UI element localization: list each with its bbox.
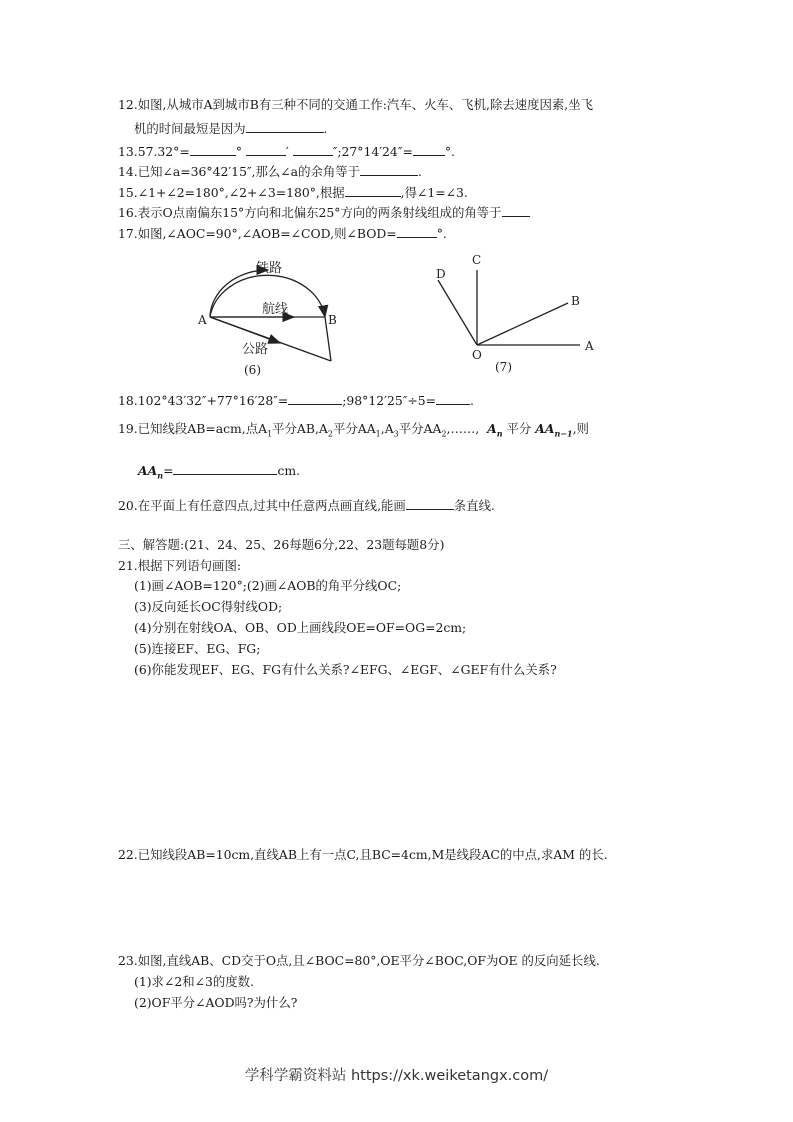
answer-blank[interactable]	[502, 204, 530, 217]
answer-blank[interactable]	[246, 120, 324, 133]
label-a: A	[198, 313, 207, 327]
q19-text-3: 平分AA	[332, 421, 376, 436]
q18-text: 18.102°43′32″+77°16′28″=	[118, 393, 289, 408]
q14-text: 14.已知∠a=36°42′15″,那么∠a的余角等于	[118, 164, 361, 179]
label-b: B	[328, 313, 337, 327]
answer-blank[interactable]	[288, 392, 342, 405]
answer-blank[interactable]	[360, 163, 418, 176]
figure-7	[438, 270, 580, 345]
label-b7: B	[571, 294, 580, 308]
question-21-6: (6)你能发现EF、EG、FG有什么关系?∠EFG、∠EGF、∠GEF有什么关系?	[134, 662, 557, 677]
question-15	[118, 184, 468, 201]
answer-blank[interactable]	[345, 184, 401, 197]
answer-blank[interactable]	[246, 143, 286, 156]
railway-arrow	[210, 270, 268, 317]
q13-text-2: ″;27°14′24″=	[332, 144, 413, 159]
q15-text: 15.∠1+∠2=180°,∠2+∠3=180°,根据	[118, 185, 345, 200]
label-road: 公路	[242, 342, 269, 357]
answer-blank[interactable]	[397, 225, 437, 238]
question-23-1: (1)求∠2和∠3的度数.	[134, 974, 254, 989]
q17-text: 17.如图,∠AOC=90°,∠AOB=∠COD,则∠BOD=	[118, 226, 397, 241]
question-16	[118, 204, 530, 221]
q20-text-2: 条直线.	[453, 498, 495, 513]
sub-n: n	[496, 428, 503, 439]
question-12-line2: 机的时间最短是因为 .	[134, 121, 328, 136]
label-o: O	[472, 348, 482, 362]
answer-blank[interactable]	[190, 143, 236, 156]
label-d: D	[436, 267, 446, 281]
italic-a: A	[487, 421, 497, 436]
question-21-3: (3)反向延长OC得射线OD;	[134, 599, 283, 614]
sub-n-1: n−1	[554, 428, 573, 439]
sub-1b: 1	[375, 429, 381, 439]
sub-1: 1	[267, 429, 273, 439]
sub-2b: 2	[441, 429, 447, 439]
question-21: 21.根据下列语句画图:	[118, 558, 242, 573]
question-20	[118, 497, 495, 514]
answer-blank[interactable]	[436, 392, 470, 405]
q19-text-5: 平分AA	[398, 421, 442, 436]
question-21-1: (1)画∠AOB=120°;(2)画∠AOB的角平分线OC;	[134, 578, 402, 593]
question-23: 23.如图,直线AB、CD交于O点,且∠BOC=80°,OE平分∠BOC,OF为OE 的反向延长线.	[118, 953, 600, 968]
question-14: 14.已知∠a=36°42′15″,那么∠a的余角等于 .	[118, 164, 422, 179]
answer-blank[interactable]	[173, 462, 277, 475]
q19-text-6: ,……,	[446, 421, 480, 436]
question-22: 22.已知线段AB=10cm,直线AB上有一点C,且BC=4cm,M是线段AC的中点,求AM 的长.	[118, 847, 608, 862]
figures	[190, 250, 610, 380]
answer-blank[interactable]	[293, 143, 333, 156]
question-21-4: (4)分别在射线OA、OB、OD上画线段OE=OF=OG=2cm;	[134, 620, 467, 635]
caption-7: (7)	[495, 360, 512, 374]
question-21-5: (5)连接EF、EG、FG;	[134, 641, 261, 656]
sub-3: 3	[393, 429, 399, 439]
question-18: 18.102°43′32″+77°16′28″= ;98°12′25″÷5= .	[118, 393, 474, 408]
q19-text-8: ,则	[572, 421, 589, 436]
question-23-2: (2)OF平分∠AOD吗?为什么?	[134, 995, 298, 1010]
question-19	[118, 421, 589, 442]
label-a7: A	[585, 339, 594, 353]
footer-watermark: 学科学霸资料站 https://xk.weiketangx.com/	[244, 1068, 549, 1084]
question-13	[118, 143, 455, 160]
q19-text-4: ,A	[380, 421, 394, 436]
q20-text: 20.在平面上有任意四点,过其中任意两点画直线,能画	[118, 498, 406, 513]
caption-6: (6)	[244, 363, 261, 377]
answer-blank[interactable]	[413, 143, 445, 156]
question-17	[118, 225, 447, 242]
q19-unit: cm.	[277, 463, 301, 478]
q13-degree: °	[235, 144, 242, 159]
answer-blank[interactable]	[406, 497, 454, 510]
section-3-heading: 三、解答题:(21、24、25、26每题6分,22、23题每题8分)	[118, 537, 445, 552]
italic-aa: AA	[535, 421, 555, 436]
ray-od	[438, 280, 477, 345]
sub-2: 2	[327, 429, 333, 439]
question-12-line1: 12.如图,从城市A到城市B有三种不同的交通工作:汽车、火车、飞机,除去速度因素,坐飞	[118, 97, 594, 112]
q19-text-7: 平分	[506, 421, 532, 436]
q17-end: °.	[436, 226, 447, 241]
label-rail: 铁路	[256, 261, 283, 276]
question-19-line2: $AA_n=$ cm.	[138, 463, 301, 481]
label-air: 航线	[262, 302, 289, 317]
q16-text: 16.表示O点南偏东15°方向和北偏东25°方向的两条射线组成的角等于	[118, 205, 502, 220]
sub-n-2: n	[157, 470, 164, 481]
q19-text-2: 平分AB,A	[272, 421, 328, 436]
q13-minute: ′	[285, 144, 289, 159]
q15-text-2: ,得∠1=∠3.	[400, 185, 468, 200]
q13-end: °.	[444, 144, 455, 159]
italic-aa-2: AA	[138, 463, 158, 478]
q19-text: 19.已知线段AB=acm,点A	[118, 421, 268, 436]
ray-ob	[477, 303, 568, 345]
q18-text-2: ;98°12′25″÷5=	[342, 393, 436, 408]
q12-text: 机的时间最短是因为	[134, 121, 246, 136]
road-arrow	[210, 317, 280, 343]
label-c: C	[472, 253, 482, 267]
q13-text: 13.57.32°=	[118, 144, 190, 159]
